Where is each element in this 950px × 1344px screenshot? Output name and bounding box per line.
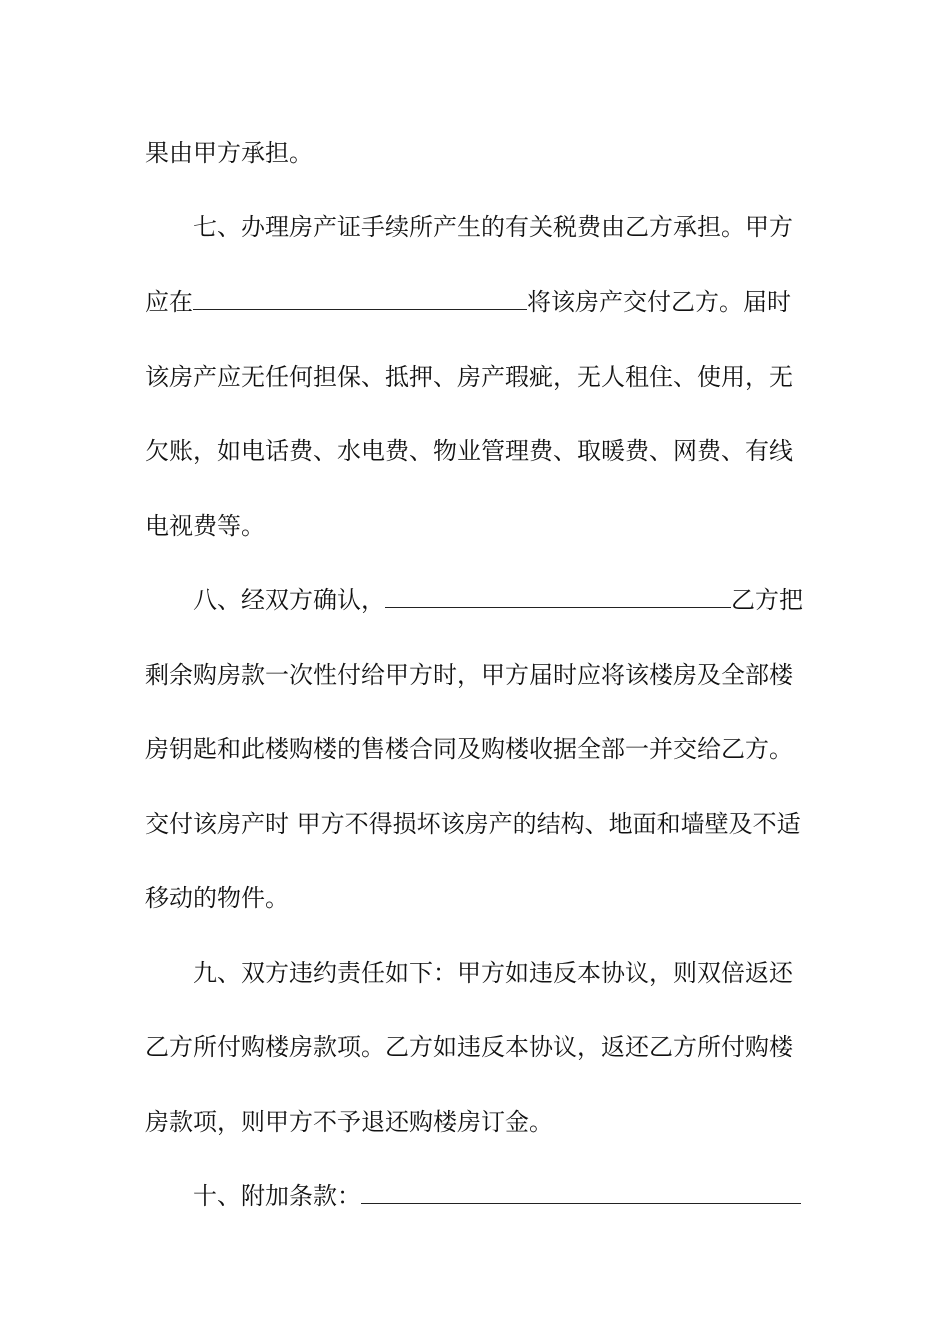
line-text: 欠账，如电话费、水电费、物业管理费、取暖费、网费、有线: [145, 437, 793, 465]
clause-7-line-3: [145, 361, 807, 393]
line-text: 七、办理房产证手续所产生的有关税费由乙方承担。甲方: [193, 213, 793, 241]
line-text: 乙方把: [731, 586, 803, 614]
line-text: 应在: [145, 288, 193, 316]
clause-8-line-2: [145, 659, 807, 691]
clause-9-line-1: [193, 957, 807, 989]
clause-8-line-1: [193, 584, 807, 616]
text-line: [145, 137, 807, 169]
line-text: 八、经双方确认，: [193, 586, 385, 614]
line-text: 电视费等。: [145, 512, 265, 540]
clause-9-line-3: [145, 1106, 807, 1138]
line-text: 果由甲方承担。: [145, 139, 313, 167]
additional-terms-blank[interactable]: [361, 1181, 801, 1204]
clause-8-line-4: [145, 808, 807, 840]
clause-9-line-2: [145, 1031, 807, 1063]
clause-8-line-5: [145, 882, 807, 914]
clause-8-line-3: [145, 733, 807, 765]
line-text: 移动的物件。: [145, 884, 289, 912]
line-text: 该房产应无任何担保、抵押、房产瑕疵，无人租住、使用，无: [145, 363, 793, 391]
clause-10-line-1: [193, 1180, 807, 1212]
line-text: 将该房产交付乙方。届时: [527, 288, 791, 316]
line-text: 乙方所付购楼房款项。乙方如违反本协议，返还乙方所付购楼: [145, 1033, 793, 1061]
line-text: 房钥匙和此楼购楼的售楼合同及购楼收据全部一并交给乙方。: [145, 735, 793, 763]
clause-7-line-2: [145, 286, 807, 318]
clause-7-line-5: [145, 510, 807, 542]
clause-7-line-4: [145, 435, 807, 467]
payment-date-blank[interactable]: [385, 585, 731, 608]
line-text: 房款项，则甲方不予退还购楼房订金。: [145, 1108, 553, 1136]
line-text: 交付该房产时 甲方不得损坏该房产的结构、地面和墙壁及不适: [145, 810, 801, 838]
delivery-date-blank[interactable]: [193, 287, 527, 310]
line-text: 九、双方违约责任如下：甲方如违反本协议，则双倍返还: [193, 959, 793, 987]
line-text: 剩余购房款一次性付给甲方时，甲方届时应将该楼房及全部楼: [145, 661, 793, 689]
line-text: 十、附加条款：: [193, 1182, 361, 1210]
clause-7-line-1: [193, 211, 807, 243]
